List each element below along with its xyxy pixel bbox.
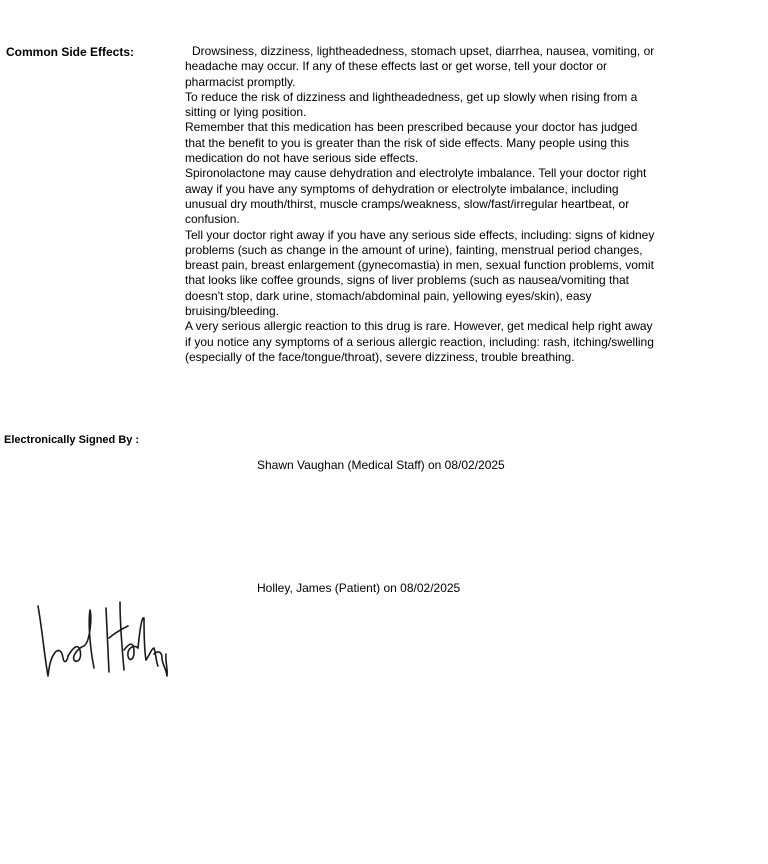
side-effects-paragraph: Drowsiness, dizziness, lightheadedness, stomach upset, diarrhea, nausea, vomiting, or headache may occur. If any of these effects last or get worse, tell your doctor or pharmacist promptly.	[185, 44, 655, 89]
handwritten-signature	[34, 598, 170, 684]
side-effects-paragraph: Spironolactone may cause dehydration and electrolyte imbalance. Tell your doctor right away if you have any symptoms of dehydration or electrolyte imbalance, including unusual dry mouth/thirst, muscle cramps/weakness, slow/fast/irregular heartbeat, or confusion.	[185, 166, 647, 227]
electronically-signed-label: Electronically Signed By :	[4, 434, 140, 446]
side-effects-paragraph: Remember that this medication has been prescribed because your doctor has judged that the benefit to you is greater than the risk of side effects. Many people using this medication do not have serious side effects.	[185, 120, 638, 166]
side-effects-paragraph: To reduce the risk of dizziness and lightheadedness, get up slowly when rising from a sitting or lying position.	[185, 89, 638, 120]
side-effects-label: Common Side Effects:	[6, 45, 135, 59]
patient-signer-line: Holley, James (Patient) on 08/02/2025	[257, 581, 461, 595]
side-effects-paragraph: Tell your doctor right away if you have any serious side effects, including: signs of kidney problems (such as change in the amount of urine), fainting, menstrual period changes, breast pain, breast enlargement (gynecomastia) in men, sexual function problems, vomit that looks like coffee grounds, signs of liver problems (such as nausea/vomiting that doesn't stop, dark urine, stomach/abdominal pain, yellowing eyes/skin), easy bruising/bleeding.	[185, 227, 655, 319]
side-effects-text	[185, 44, 660, 365]
side-effects-paragraph: A very serious allergic reaction to this drug is rare. However, get medical help right away if you notice any symptoms of a serious allergic reaction, including: rash, itching/swelling (especially of the face/tongue/throat), severe dizziness, trouble breathing.	[185, 319, 654, 364]
staff-signer-line: Shawn Vaughan (Medical Staff) on 08/02/2025	[257, 458, 505, 472]
